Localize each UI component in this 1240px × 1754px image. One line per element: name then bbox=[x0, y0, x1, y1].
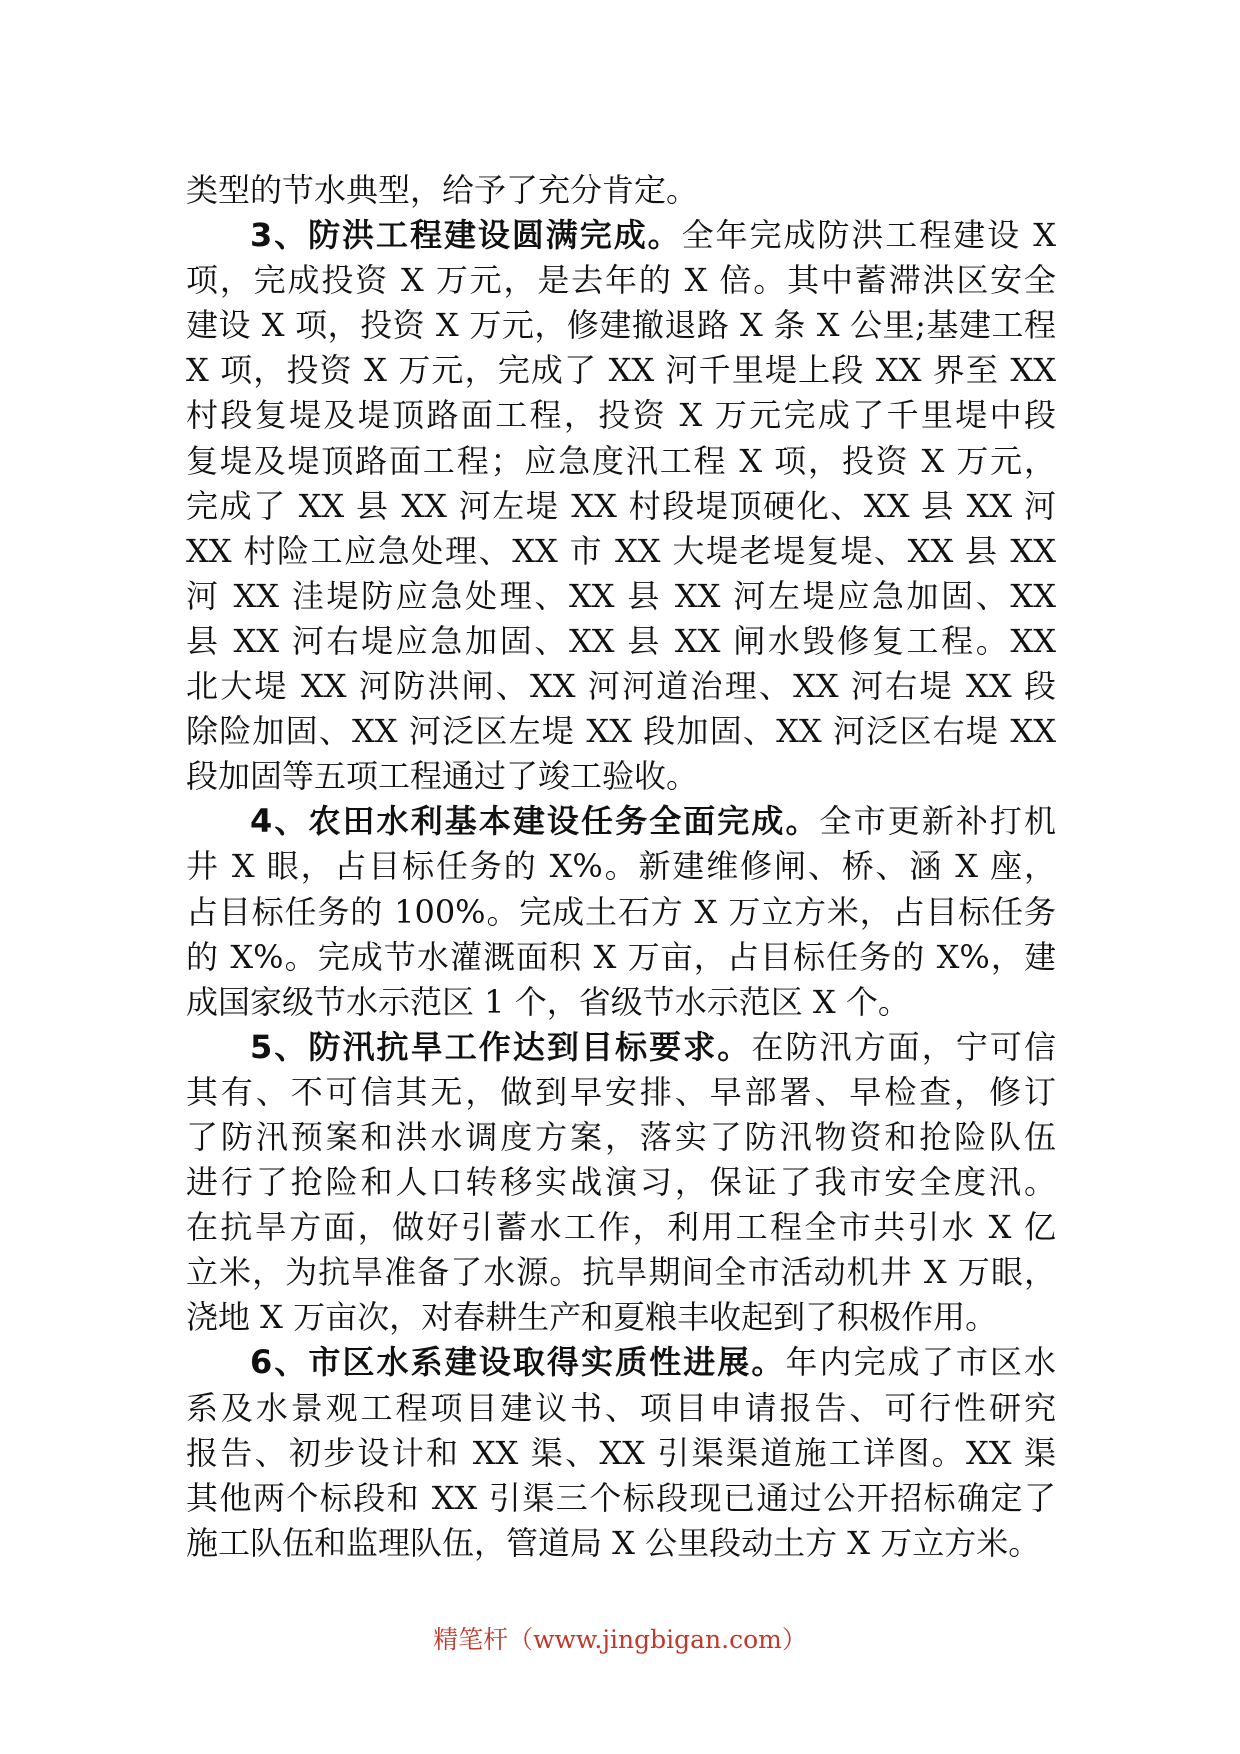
paragraph-line: XX 村险工应急处理、XX 市 XX 大堤老堤复堤、XX 县 XX bbox=[186, 531, 1056, 570]
section-text: 在防汛方面，宁可信 bbox=[751, 1027, 1056, 1066]
paragraph-line: 占目标任务的 100%。完成土石方 X 万立方米，占目标任务 bbox=[186, 892, 1056, 931]
paragraph-line: 河 XX 洼堤防应急处理、XX 县 XX 河左堤应急加固、XX bbox=[186, 576, 1056, 615]
section-text: 全市更新补打机 bbox=[819, 802, 1056, 841]
section-heading: 4、农田水利基本建设任务全面完成。 bbox=[250, 802, 820, 841]
section-heading: 6、市区水系建设取得实质性进展。 bbox=[250, 1343, 786, 1382]
section-6-first-line bbox=[186, 1340, 1056, 1385]
paragraph-line: 了防汛预案和洪水调度方案，落实了防汛物资和抢险队伍 bbox=[186, 1117, 1056, 1156]
section-4-first-line bbox=[186, 799, 1056, 844]
page-footer-source: 精笔杆（www.jingbigan.com） bbox=[433, 1625, 807, 1654]
paragraph-line: 进行了抢险和人口转移实战演习，保证了我市安全度汛。 bbox=[186, 1163, 1056, 1202]
section-heading: 3、防洪工程建设圆满完成。 bbox=[250, 216, 682, 255]
paragraph-line: 其有、不可信其无，做到早安排、早部署、早检查，修订 bbox=[186, 1072, 1056, 1111]
paragraph-line: 其他两个标段和 XX 引渠三个标段现已通过公开招标确定了 bbox=[186, 1478, 1056, 1517]
document-body bbox=[186, 168, 1056, 1566]
paragraph-line: 项，完成投资 X 万元，是去年的 X 倍。其中蓄滞洪区安全 bbox=[186, 261, 1056, 300]
paragraph-line: 报告、初步设计和 XX 渠、XX 引渠渠道施工详图。XX 渠 bbox=[186, 1433, 1056, 1472]
paragraph-line: 的 X%。完成节水灌溉面积 X 万亩，占目标任务的 X%，建 bbox=[186, 937, 1056, 976]
paragraph-line: 完成了 XX 县 XX 河左堤 XX 村段堤顶硬化、XX 县 XX 河 bbox=[186, 486, 1056, 525]
paragraph-line: 成国家级节水示范区 1 个，省级节水示范区 X 个。 bbox=[186, 982, 910, 1021]
paragraph-line: 建设 X 项，投资 X 万元，修建撤退路 X 条 X 公里;基建工程 bbox=[186, 306, 1056, 345]
paragraph-line: 县 XX 河右堤应急加固、XX 县 XX 闸水毁修复工程。XX bbox=[186, 621, 1056, 660]
paragraph-line: 井 X 眼，占目标任务的 X%。新建维修闸、桥、涵 X 座， bbox=[186, 847, 1056, 886]
paragraph-line: 除险加固、XX 河泛区左堤 XX 段加固、XX 河泛区右堤 XX bbox=[186, 712, 1056, 751]
paragraph-line: 类型的节水典型，给予了充分肯定。 bbox=[186, 171, 699, 209]
paragraph-line: 施工队伍和监理队伍，管道局 X 公里段动土方 X 万立方米。 bbox=[186, 1523, 1041, 1562]
section-5-first-line bbox=[186, 1025, 1056, 1070]
paragraph-line: 段加固等五项工程通过了竣工验收。 bbox=[186, 757, 699, 796]
paragraph-line: X 项，投资 X 万元，完成了 XX 河千里堤上段 XX 界至 XX bbox=[186, 351, 1056, 390]
section-text: 年内完成了市区水 bbox=[785, 1343, 1056, 1382]
paragraph-line: 村段复堤及堤顶路面工程，投资 X 万元完成了千里堤中段 bbox=[186, 396, 1056, 435]
paragraph-line: 在抗旱方面，做好引蓄水工作，利用工程全市共引水 X 亿 bbox=[186, 1208, 1056, 1247]
paragraph-line: 复堤及堤顶路面工程；应急度汛工程 X 项，投资 X 万元， bbox=[186, 441, 1056, 480]
section-text: 全年完成防洪工程建设 X bbox=[681, 216, 1056, 255]
paragraph-line: 立米，为抗旱准备了水源。抗旱期间全市活动机井 X 万眼， bbox=[186, 1253, 1056, 1292]
paragraph-line: 北大堤 XX 河防洪闸、XX 河河道治理、XX 河右堤 XX 段 bbox=[186, 667, 1056, 706]
paragraph-line: 浇地 X 万亩次，对春耕生产和夏粮丰收起到了积极作用。 bbox=[186, 1298, 998, 1337]
section-heading: 5、防汛抗旱工作达到目标要求。 bbox=[250, 1027, 752, 1066]
paragraph-line: 系及水景观工程项目建议书、项目申请报告、可行性研究 bbox=[186, 1388, 1056, 1427]
section-3-first-line bbox=[186, 213, 1056, 258]
